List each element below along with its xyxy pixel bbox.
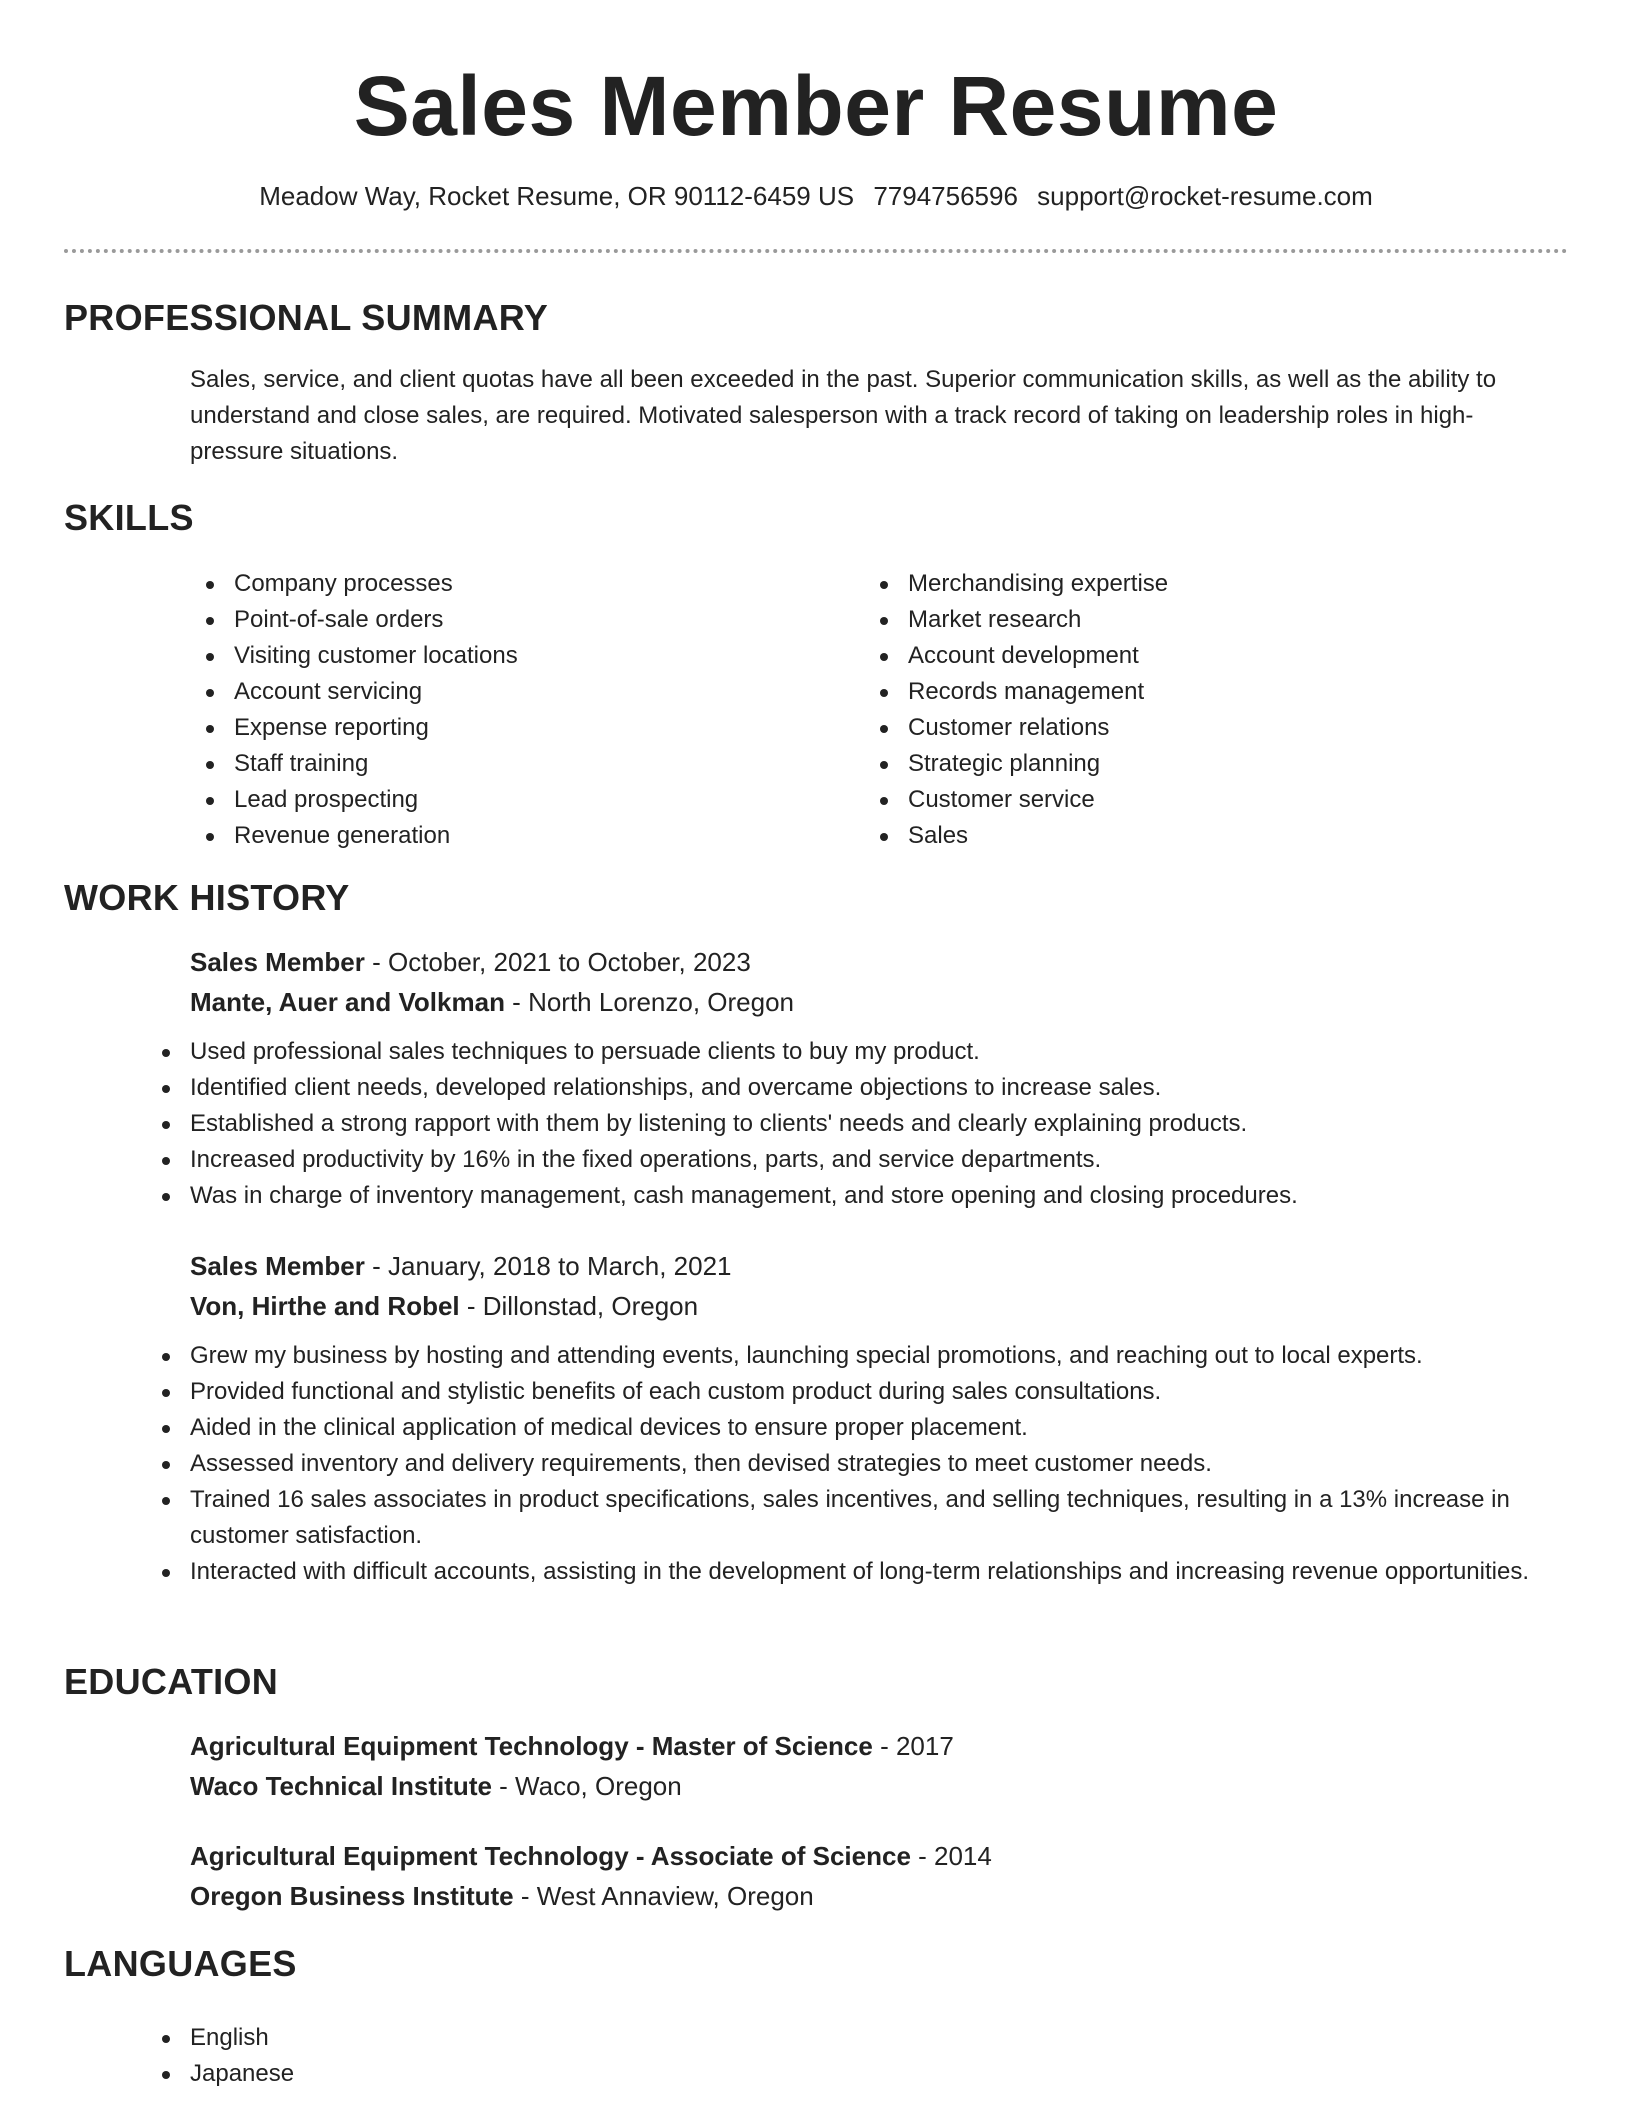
- job-title: Sales Member: [190, 1251, 365, 1281]
- contact-line: [0, 180, 1632, 212]
- education-entry: [190, 1726, 1550, 1806]
- job-dates: October, 2021 to October, 2023: [387, 947, 751, 977]
- contact-address: Meadow Way, Rocket Resume, OR 90112-6459 US: [259, 181, 855, 211]
- skills-heading: SKILLS: [64, 497, 194, 538]
- skill-item: Expense reporting: [190, 710, 790, 746]
- education-year: 2017: [895, 1731, 954, 1761]
- languages-list: [146, 2020, 1550, 2092]
- header-divider: [64, 249, 1568, 253]
- education-entry: [190, 1836, 1550, 1916]
- education-location: Waco, Oregon: [515, 1771, 682, 1801]
- separator: -: [459, 1291, 483, 1321]
- separator: -: [364, 1251, 388, 1281]
- separator: -: [872, 1731, 896, 1761]
- skills-left-list: [190, 566, 790, 854]
- education-school: Waco Technical Institute: [190, 1771, 492, 1801]
- job-location: Dillonstad, Oregon: [482, 1291, 699, 1321]
- education-school: Oregon Business Institute: [190, 1881, 514, 1911]
- job-bullet: Trained 16 sales associates in product specifications, sales incentives, and selling techniques, resulting in a 13% increase in customer satisfaction.: [146, 1482, 1550, 1554]
- languages-heading: LANGUAGES: [64, 1943, 297, 1984]
- education-location: West Annaview, Oregon: [536, 1881, 814, 1911]
- separator: -: [504, 987, 529, 1017]
- skill-item: Market research: [864, 602, 1464, 638]
- skill-item: Strategic planning: [864, 746, 1464, 782]
- job-title: Sales Member: [190, 947, 365, 977]
- skill-item: Customer relations: [864, 710, 1464, 746]
- resume-title: Sales Member Resume: [353, 59, 1279, 153]
- education-school-line: [190, 1876, 1550, 1916]
- skills-right-list: [864, 566, 1464, 854]
- skill-item: Records management: [864, 674, 1464, 710]
- education-degree-line: [190, 1836, 1550, 1876]
- separator: -: [491, 1771, 516, 1801]
- job-company-line: [190, 982, 1550, 1022]
- job-dates: January, 2018 to March, 2021: [387, 1251, 732, 1281]
- skill-item: Revenue generation: [190, 818, 790, 854]
- education-school-line: [190, 1766, 1550, 1806]
- education-year: 2014: [934, 1841, 992, 1871]
- job-entry: [190, 942, 1550, 1214]
- job-title-line: [190, 1246, 1550, 1286]
- skill-item: Sales: [864, 818, 1464, 854]
- contact-email: support@rocket-resume.com: [1037, 181, 1373, 211]
- language-item: Japanese: [146, 2056, 1550, 2092]
- skill-item: Merchandising expertise: [864, 566, 1464, 602]
- languages-entry: [190, 2008, 1550, 2092]
- skill-item: Visiting customer locations: [190, 638, 790, 674]
- skills-right-column: [864, 566, 1464, 854]
- contact-phone: 7794756596: [873, 181, 1018, 211]
- job-bullet: Was in charge of inventory management, cash management, and store opening and closing procedures.: [146, 1178, 1550, 1214]
- job-bullet: Increased productivity by 16% in the fixed operations, parts, and service departments.: [146, 1142, 1550, 1178]
- job-bullet: Established a strong rapport with them by listening to clients' needs and clearly explaining products.: [146, 1106, 1550, 1142]
- skill-item: Account servicing: [190, 674, 790, 710]
- job-bullet: Aided in the clinical application of medical devices to ensure proper placement.: [146, 1410, 1550, 1446]
- job-entry: [190, 1246, 1550, 1590]
- job-bullet: Identified client needs, developed relationships, and overcame objections to increase sales.: [146, 1070, 1550, 1106]
- separator: -: [513, 1881, 537, 1911]
- summary-text: Sales, service, and client quotas have all been exceeded in the past. Superior communication skills, as well as the ability to understand and close sales, are required. Motivated salesperson with a track record of taking on leadership roles in high-pressure situations.: [190, 366, 1497, 465]
- job-bullet: Assessed inventory and delivery requirements, then devised strategies to meet customer needs.: [146, 1446, 1550, 1482]
- skill-item: Account development: [864, 638, 1464, 674]
- skill-item: Lead prospecting: [190, 782, 790, 818]
- job-title-line: [190, 942, 1550, 982]
- skill-item: Customer service: [864, 782, 1464, 818]
- job-company: Von, Hirthe and Robel: [190, 1291, 460, 1321]
- education-heading: EDUCATION: [64, 1661, 279, 1702]
- education-degree: Agricultural Equipment Technology - Master of Science: [190, 1731, 873, 1761]
- separator: -: [364, 947, 388, 977]
- education-degree-line: [190, 1726, 1550, 1766]
- skill-item: Company processes: [190, 566, 790, 602]
- job-bullet: Provided functional and stylistic benefits of each custom product during sales consultations.: [146, 1374, 1550, 1410]
- job-bullet: Grew my business by hosting and attending events, launching special promotions, and reaching out to local experts.: [146, 1338, 1550, 1374]
- job-company: Mante, Auer and Volkman: [190, 987, 505, 1017]
- language-item: English: [146, 2020, 1550, 2056]
- job-bullets: [146, 1034, 1550, 1214]
- education-degree: Agricultural Equipment Technology - Associate of Science: [190, 1841, 911, 1871]
- job-location: North Lorenzo, Oregon: [528, 987, 794, 1017]
- job-bullet: Used professional sales techniques to persuade clients to buy my product.: [146, 1034, 1550, 1070]
- skills-left-column: [190, 566, 790, 854]
- skill-item: Point-of-sale orders: [190, 602, 790, 638]
- work-heading: WORK HISTORY: [64, 877, 350, 918]
- job-bullet: Interacted with difficult accounts, assisting in the development of long-term relationships and increasing revenue opportunities.: [146, 1554, 1550, 1590]
- separator: -: [910, 1841, 935, 1871]
- job-bullets: [146, 1338, 1550, 1590]
- job-company-line: [190, 1286, 1550, 1326]
- summary-heading: PROFESSIONAL SUMMARY: [64, 297, 549, 338]
- skill-item: Staff training: [190, 746, 790, 782]
